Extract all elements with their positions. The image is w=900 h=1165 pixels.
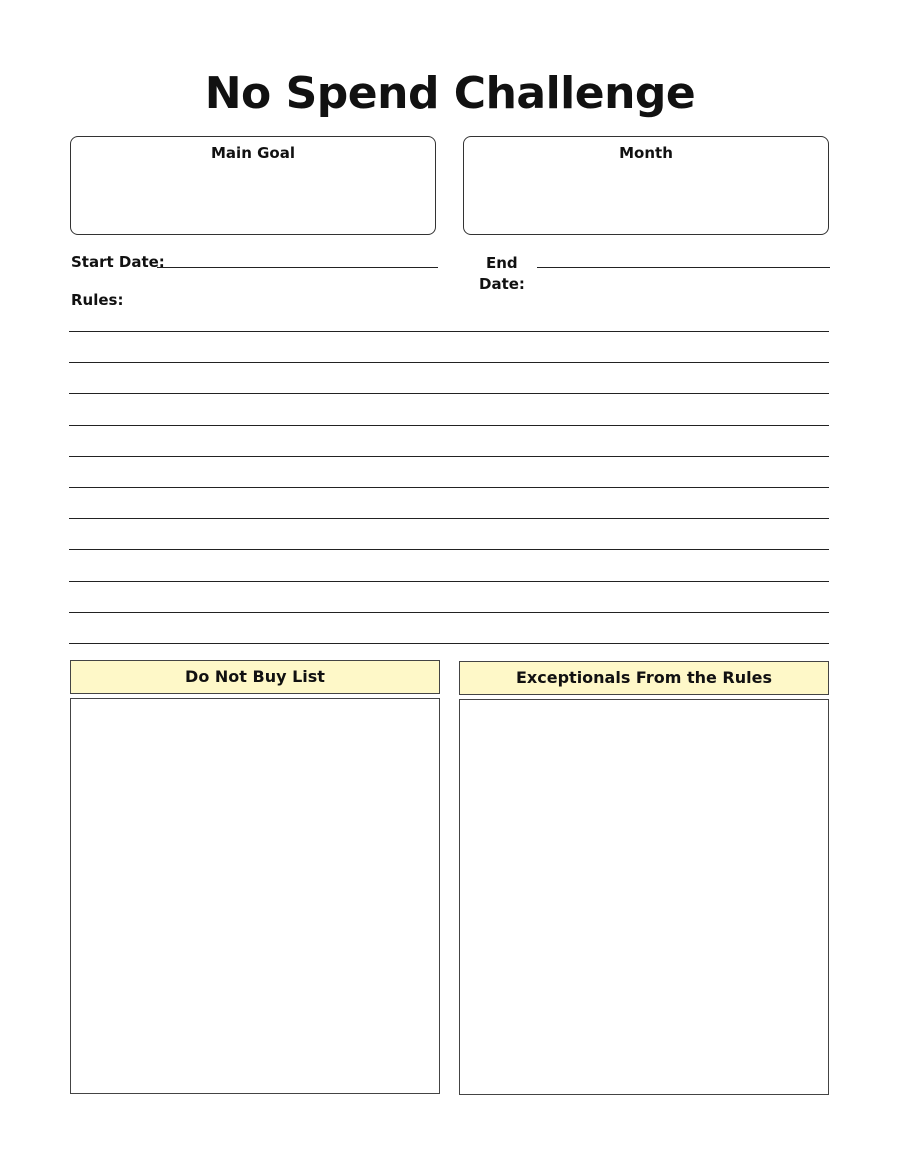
- rules-line[interactable]: [69, 643, 829, 644]
- rules-line[interactable]: [69, 456, 829, 457]
- rules-line[interactable]: [69, 331, 829, 332]
- main-goal-box[interactable]: [70, 136, 436, 235]
- rules-line[interactable]: [69, 362, 829, 363]
- end-date-field[interactable]: [537, 267, 830, 268]
- exceptions-header: Exceptionals From the Rules: [459, 661, 829, 695]
- start-date-field[interactable]: [157, 267, 438, 268]
- rules-line[interactable]: [69, 549, 829, 550]
- rules-line[interactable]: [69, 581, 829, 582]
- start-date-label: Start Date:: [71, 253, 165, 271]
- main-goal-label: Main Goal: [211, 144, 295, 162]
- end-date-label-line2: Date:: [479, 275, 525, 293]
- exceptions-list-area[interactable]: [459, 699, 829, 1095]
- rules-line[interactable]: [69, 518, 829, 519]
- page-title: No Spend Challenge: [204, 68, 696, 119]
- do-not-buy-list-area[interactable]: [70, 698, 440, 1094]
- rules-line[interactable]: [69, 393, 829, 394]
- month-label: Month: [619, 144, 673, 162]
- month-box[interactable]: [463, 136, 829, 235]
- end-date-label-line1: End: [486, 254, 518, 272]
- rules-line[interactable]: [69, 612, 829, 613]
- rules-label: Rules:: [71, 291, 124, 309]
- do-not-buy-header: Do Not Buy List: [70, 660, 440, 694]
- rules-line[interactable]: [69, 425, 829, 426]
- rules-line[interactable]: [69, 487, 829, 488]
